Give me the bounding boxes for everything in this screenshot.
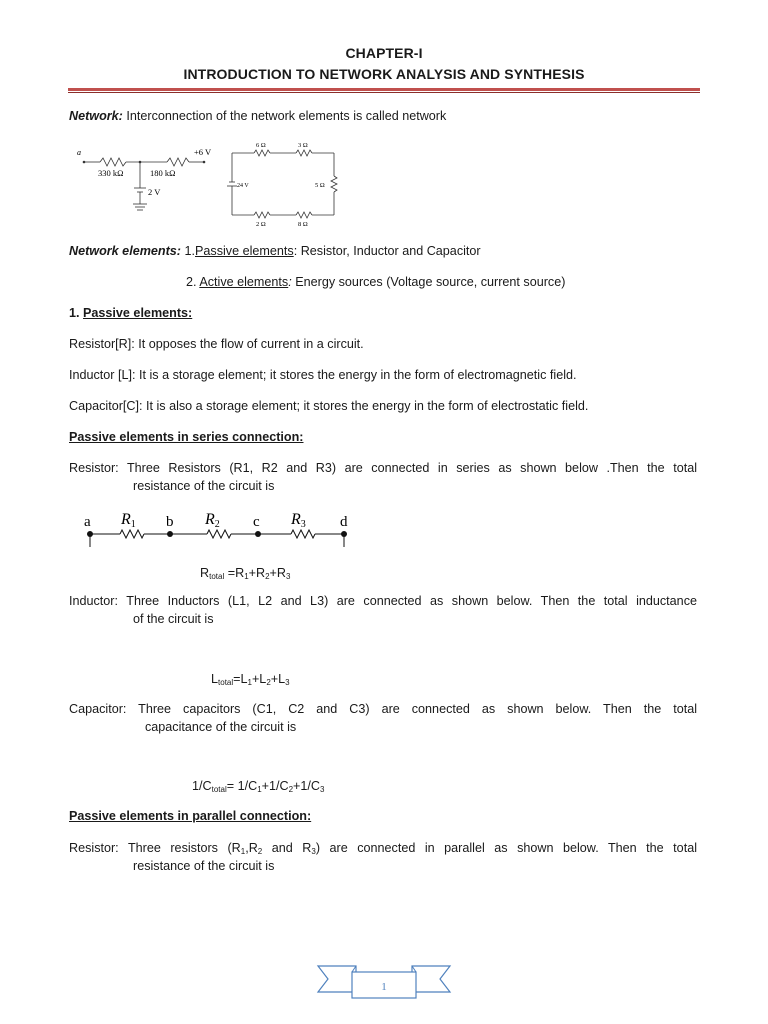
rtotal-plus2: +R — [269, 566, 286, 580]
ctotal-sub1: 1 — [257, 785, 262, 794]
passive-heading-text: Passive elements: — [83, 306, 193, 320]
inductor-definition: Inductor [L]: It is a storage element; it stores the energy in the form of electromagnetic field. — [69, 368, 577, 382]
ltotal-sub2: 2 — [266, 678, 271, 687]
passive-heading — [69, 306, 192, 320]
r1-subscript: 1 — [130, 519, 136, 530]
r3-symbol — [290, 511, 306, 530]
node-c: c — [253, 514, 260, 530]
title-rule-thin — [68, 92, 700, 93]
r1-symbol — [120, 511, 136, 530]
resistor-definition: Resistor[R]: It opposes the flow of current in a circuit. — [69, 337, 364, 351]
node-a: a — [84, 514, 91, 530]
node-d: d — [340, 514, 348, 530]
ctotal-sub3: 3 — [320, 785, 325, 794]
parallel-resistor-line2: resistance of the circuit is — [133, 859, 275, 873]
rtotal-sub3: 3 — [286, 572, 291, 581]
network-term: Network: — [69, 109, 123, 123]
r3-subscript: 3 — [300, 519, 306, 530]
parallel-sub2: 2 — [257, 847, 263, 856]
network-definition — [69, 109, 446, 123]
active-colon: : — [288, 275, 292, 289]
ctotal-plus2: +1/C — [293, 779, 320, 793]
parallel-text-a: Resistor: Three resistors (R — [69, 841, 241, 855]
rtotal-plus1: +R — [248, 566, 266, 580]
ltotal-plus2: +L — [270, 672, 286, 686]
chapter-label: CHAPTER-I — [345, 45, 423, 61]
ltotal-sub3: 3 — [285, 678, 290, 687]
ctotal-plus1: +1/C — [261, 779, 289, 793]
r330-label: 330 kΩ — [98, 168, 124, 178]
r2-label: 2 Ω — [256, 221, 266, 228]
capacitor-definition: Capacitor[C]: It is also a storage element; it stores the energy in the form of electrostatic field. — [69, 399, 589, 413]
source-24v-label: 24 V — [237, 183, 249, 189]
series-capacitor-line2: capacitance of the circuit is — [145, 720, 297, 734]
network-text: Interconnection of the network elements is called network — [126, 109, 447, 123]
network-elements-term: Network elements: — [69, 244, 181, 258]
ltotal-eq: =L — [233, 672, 248, 686]
page-title: INTRODUCTION TO NETWORK ANALYSIS AND SYNTHESIS — [183, 66, 585, 82]
rtotal-sub1: 1 — [244, 572, 249, 581]
r5-label: 5 Ω — [315, 182, 325, 189]
ltotal-L: L — [211, 672, 219, 686]
ctotal-sub: total — [211, 785, 227, 794]
parallel-text-d: ) are connected in parallel as shown below. Then the total — [315, 841, 697, 855]
active-elements-list: Energy sources (Voltage source, current source) — [295, 275, 566, 289]
node-a-label: a — [77, 148, 81, 157]
series-inductor-line2: of the circuit is — [133, 612, 214, 626]
network-elements-line — [69, 244, 481, 258]
series-resistor-circuit — [78, 507, 358, 553]
passive-number: 1. — [184, 244, 195, 258]
page-number: 1 — [381, 981, 387, 993]
ctotal-sub2: 2 — [288, 785, 294, 794]
r8-label: 8 Ω — [298, 221, 308, 228]
series-inductor-line1: Inductor: Three Inductors (L1, L2 and L3) are connected as shown below. Then the total inductance — [69, 594, 697, 608]
series-heading: Passive elements in series connection: — [69, 430, 304, 444]
ctotal-eq: = 1/C — [226, 779, 258, 793]
page-number-ribbon — [316, 962, 452, 1002]
battery-label: 2 V — [148, 187, 161, 197]
rtotal-sub2: 2 — [265, 572, 270, 581]
r180-label: 180 kΩ — [150, 168, 176, 178]
ctotal-formula — [192, 779, 324, 794]
supply-label: +6 V — [194, 147, 212, 157]
ltotal-sub1: 1 — [247, 678, 252, 687]
passive-heading-number: 1. — [69, 306, 80, 320]
r3-letter: R — [291, 511, 301, 528]
ltotal-sub: total — [218, 678, 234, 687]
divider-circuit-figure — [72, 140, 222, 220]
node-b: b — [166, 514, 174, 530]
series-resistor-line1: Resistor: Three Resistors (R1, R2 and R3) are connected in series as shown below .Then the total — [69, 461, 697, 475]
rtotal-formula — [200, 566, 290, 581]
parallel-text-b: ,R — [245, 841, 258, 855]
parallel-resistor-line1 — [69, 841, 697, 856]
r6-label: 6 Ω — [256, 142, 266, 149]
r2-subscript: 2 — [214, 519, 220, 530]
series-resistor-line2: resistance of the circuit is — [133, 479, 275, 493]
parallel-text-c: and R — [262, 841, 312, 855]
r3-label: 3 Ω — [298, 142, 308, 149]
title-rule — [68, 88, 700, 91]
parallel-sub1: 1 — [240, 847, 246, 856]
ltotal-formula — [211, 672, 290, 687]
parallel-sub3: 3 — [311, 847, 316, 856]
ctotal-pre: 1/C — [192, 779, 212, 793]
active-number: 2. — [186, 275, 197, 289]
r2-symbol — [204, 511, 220, 530]
rtotal-eq: =R — [224, 566, 245, 580]
loop-circuit-figure — [224, 138, 342, 228]
r1-letter: R — [121, 511, 131, 528]
active-elements-link: Active elements — [199, 275, 289, 289]
r2-letter: R — [205, 511, 215, 528]
active-elements-line — [186, 275, 565, 289]
rtotal-sub: total — [209, 572, 225, 581]
passive-elements-link: Passive elements — [195, 244, 294, 258]
series-capacitor-line1: Capacitor: Three capacitors (C1, C2 and C3) are connected as shown below. Then the total — [69, 702, 697, 716]
parallel-heading: Passive elements in parallel connection: — [69, 809, 312, 823]
passive-elements-list: : Resistor, Inductor and Capacitor — [293, 244, 481, 258]
rtotal-R: R — [200, 566, 210, 580]
ltotal-plus1: +L — [251, 672, 267, 686]
